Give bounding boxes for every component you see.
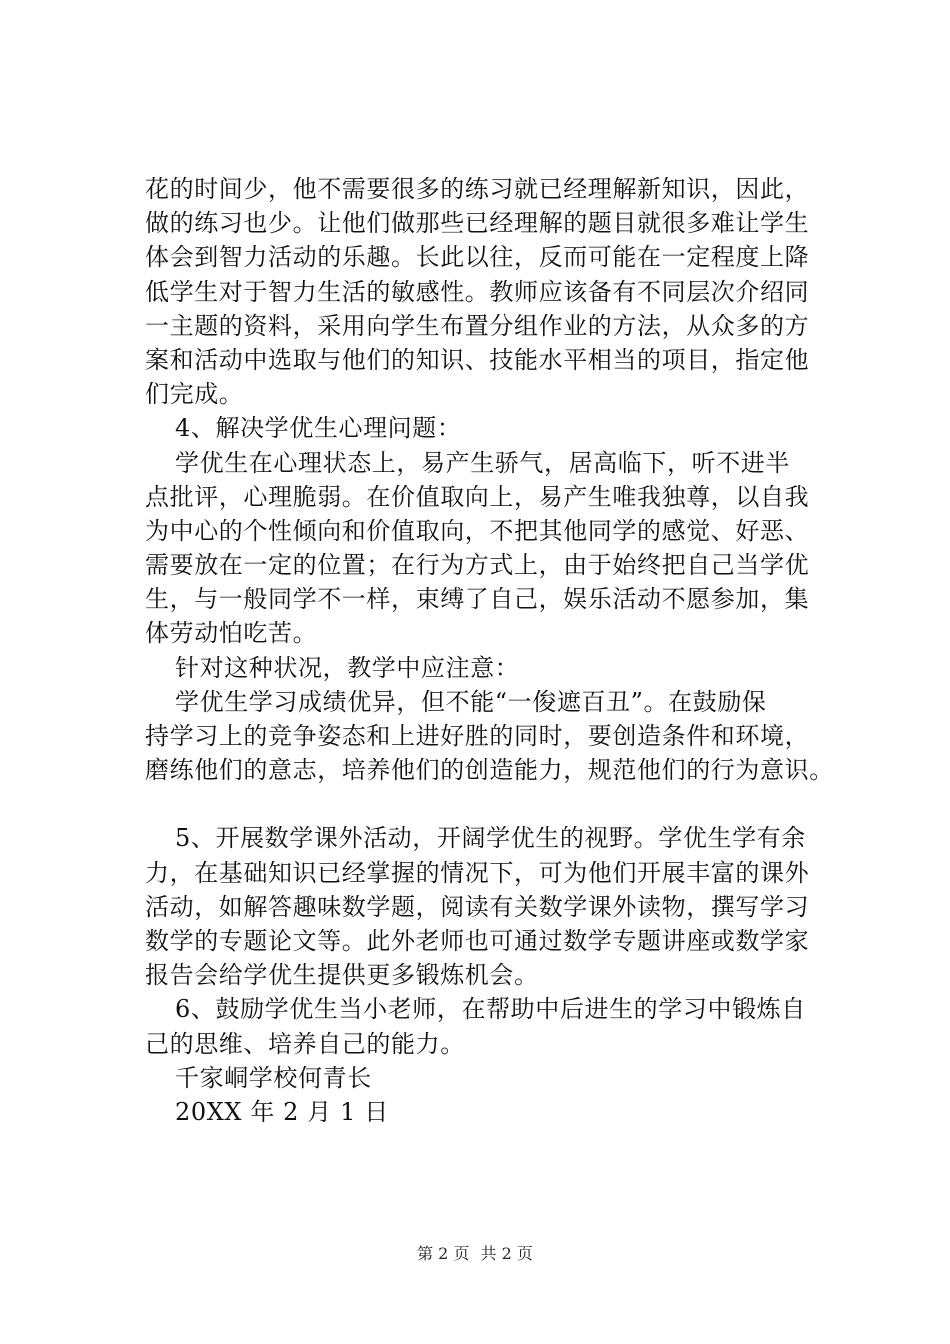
text-line: 们完成。 (145, 380, 244, 409)
text-line: 数学的专题论文等。此外老师也可通过数学专题讲座或数学家 (145, 926, 810, 955)
text-line: 学优生学习成绩优异，但不能“一俊遮百丑”。在鼓励保 (175, 687, 767, 716)
section-heading: 4、解决学优生心理问题： (175, 414, 462, 443)
text-line: 己的思维、培养自己的能力。 (145, 1029, 465, 1058)
text-line: 低学生对于智力生活的敏感性。教师应该备有不同层次介绍同 (145, 277, 810, 306)
text-line: 做的练习也少。让他们做那些已经理解的题目就很多难让学生 (145, 209, 810, 238)
text-line: 报告会给学优生提供更多锻炼机会。 (145, 961, 539, 990)
section-heading: 5、开展数学课外活动，开阔学优生的视野。学优生学有余 (175, 824, 806, 853)
text-line: 需要放在一定的位置；在行为方式上，由于始终把自己当学优 (145, 551, 810, 580)
text-line: 针对这种状况，教学中应注意： (175, 653, 520, 682)
text-line: 点批评，心理脆弱。在价值取向上，易产生唯我独尊，以自我 (145, 482, 810, 511)
text-line: 磨练他们的意志，培养他们的创造能力，规范他们的行为意识。 (145, 756, 834, 785)
signature-name: 千家峒学校何青长 (175, 1063, 372, 1092)
text-line: 活动，如解答趣味数学题，阅读有关数学课外读物，撰写学习 (145, 892, 810, 921)
section-heading: 6、鼓励学优生当小老师，在帮助中后进生的学习中锻炼自 (175, 995, 806, 1024)
text-line: 力，在基础知识已经掌握的情况下，可为他们开展丰富的课外 (145, 858, 810, 887)
text-line: 生，与一般同学不一样，束缚了自己，娱乐活动不愿参加，集 (145, 585, 810, 614)
text-line: 案和活动中选取与他们的知识、技能水平相当的项目，指定他 (145, 345, 810, 374)
page-number: 第 2 页 (417, 1244, 470, 1263)
text-line: 体劳动怕吃苦。 (145, 619, 318, 648)
page-footer (0, 1244, 950, 1264)
text-line: 花的时间少，他不需要很多的练习就已经理解新知识，因此， (145, 175, 810, 203)
page-total: 共 2 页 (480, 1244, 533, 1263)
text-line: 学优生在心理状态上，易产生骄气，居高临下，听不进半 (175, 448, 790, 477)
text-line: 持学习上的竞争姿态和上进好胜的同时，要创造条件和环境， (145, 722, 810, 750)
text-line: 为中心的个性倾向和价值取向，不把其他同学的感觉、好恶、 (145, 516, 810, 545)
text-line: 体会到智力活动的乐趣。长此以往，反而可能在一定程度上降 (145, 243, 810, 272)
paragraph-gap (145, 787, 835, 821)
signature-date: 20XX 年 2 月 1 日 (175, 1097, 389, 1126)
text-line: 一主题的资料，采用向学生布置分组作业的方法，从众多的方 (145, 311, 810, 340)
document-body (145, 172, 835, 1129)
